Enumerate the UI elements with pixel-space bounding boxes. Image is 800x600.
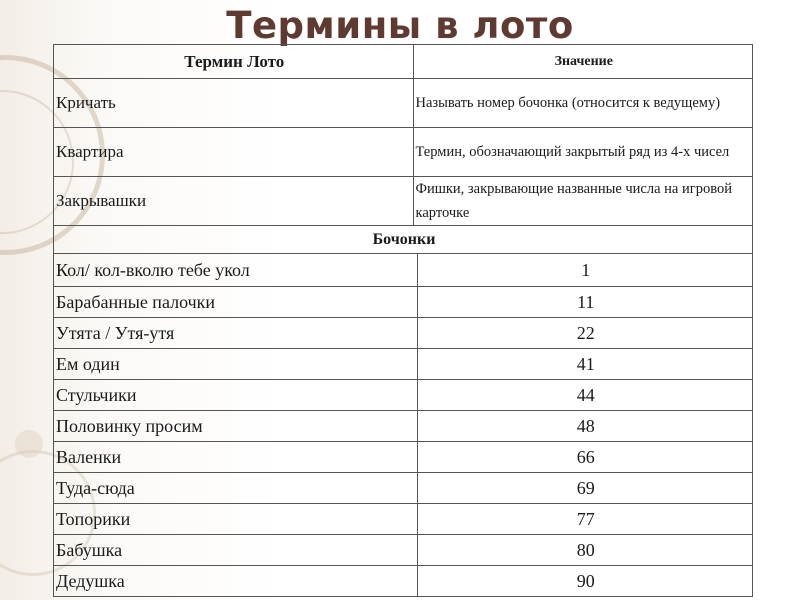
- barrel-number-cell: 22: [417, 318, 753, 349]
- term-cell: Квартира: [54, 128, 414, 177]
- table-row: [54, 566, 753, 597]
- barrel-name-cell: Валенки: [54, 442, 418, 473]
- barrel-name-cell: Утята / Утя-утя: [54, 318, 418, 349]
- table-row: [54, 535, 753, 566]
- barrel-number-cell: 90: [417, 566, 753, 597]
- header-meaning: Значение: [413, 45, 753, 79]
- barrel-number-cell: 1: [417, 254, 753, 287]
- table-header-row: [54, 45, 753, 79]
- barrel-number-cell: 69: [417, 473, 753, 504]
- barrel-number-cell: 11: [417, 287, 753, 318]
- table-row: [54, 254, 753, 287]
- barrel-number-cell: 48: [417, 411, 753, 442]
- table-row: [54, 473, 753, 504]
- barrel-name-cell: Бабушка: [54, 535, 418, 566]
- header-term: Термин Лото: [54, 45, 414, 79]
- barrel-number-cell: 80: [417, 535, 753, 566]
- barrel-number-cell: 44: [417, 380, 753, 411]
- barrel-number-cell: 66: [417, 442, 753, 473]
- barrel-name-cell: Ем один: [54, 349, 418, 380]
- table-row: [54, 442, 753, 473]
- table-row: [54, 128, 753, 177]
- meaning-cell: Термин, обозначающий закрытый ряд из 4-х чисел: [413, 128, 753, 177]
- barrel-number-cell: 77: [417, 504, 753, 535]
- table-row: [54, 318, 753, 349]
- section-header-row: [54, 226, 753, 254]
- barrel-name-cell: Кол/ кол-вколю тебе укол: [54, 254, 418, 287]
- meaning-cell: Фишки, закрывающие названные числа на игровой карточке: [413, 177, 753, 226]
- barrel-name-cell: Барабанные палочки: [54, 287, 418, 318]
- table-row: [54, 177, 753, 226]
- barrel-name-cell: Топорики: [54, 504, 418, 535]
- lotto-terms-table: [53, 44, 753, 597]
- table-row: [54, 287, 753, 318]
- barrel-name-cell: Стульчики: [54, 380, 418, 411]
- table-row: [54, 380, 753, 411]
- table-row: [54, 504, 753, 535]
- section-label: Бочонки: [54, 226, 753, 254]
- table-row: [54, 411, 753, 442]
- table-row: [54, 79, 753, 128]
- term-cell: Закрывашки: [54, 177, 414, 226]
- meaning-cell: Называть номер бочонка (относится к ведущему): [413, 79, 753, 128]
- barrel-name-cell: Половинку просим: [54, 411, 418, 442]
- barrel-name-cell: Дедушка: [54, 566, 418, 597]
- barrel-number-cell: 41: [417, 349, 753, 380]
- barrel-name-cell: Туда-сюда: [54, 473, 418, 504]
- term-cell: Кричать: [54, 79, 414, 128]
- slide-title: Термины в лото: [226, 4, 574, 47]
- table-row: [54, 349, 753, 380]
